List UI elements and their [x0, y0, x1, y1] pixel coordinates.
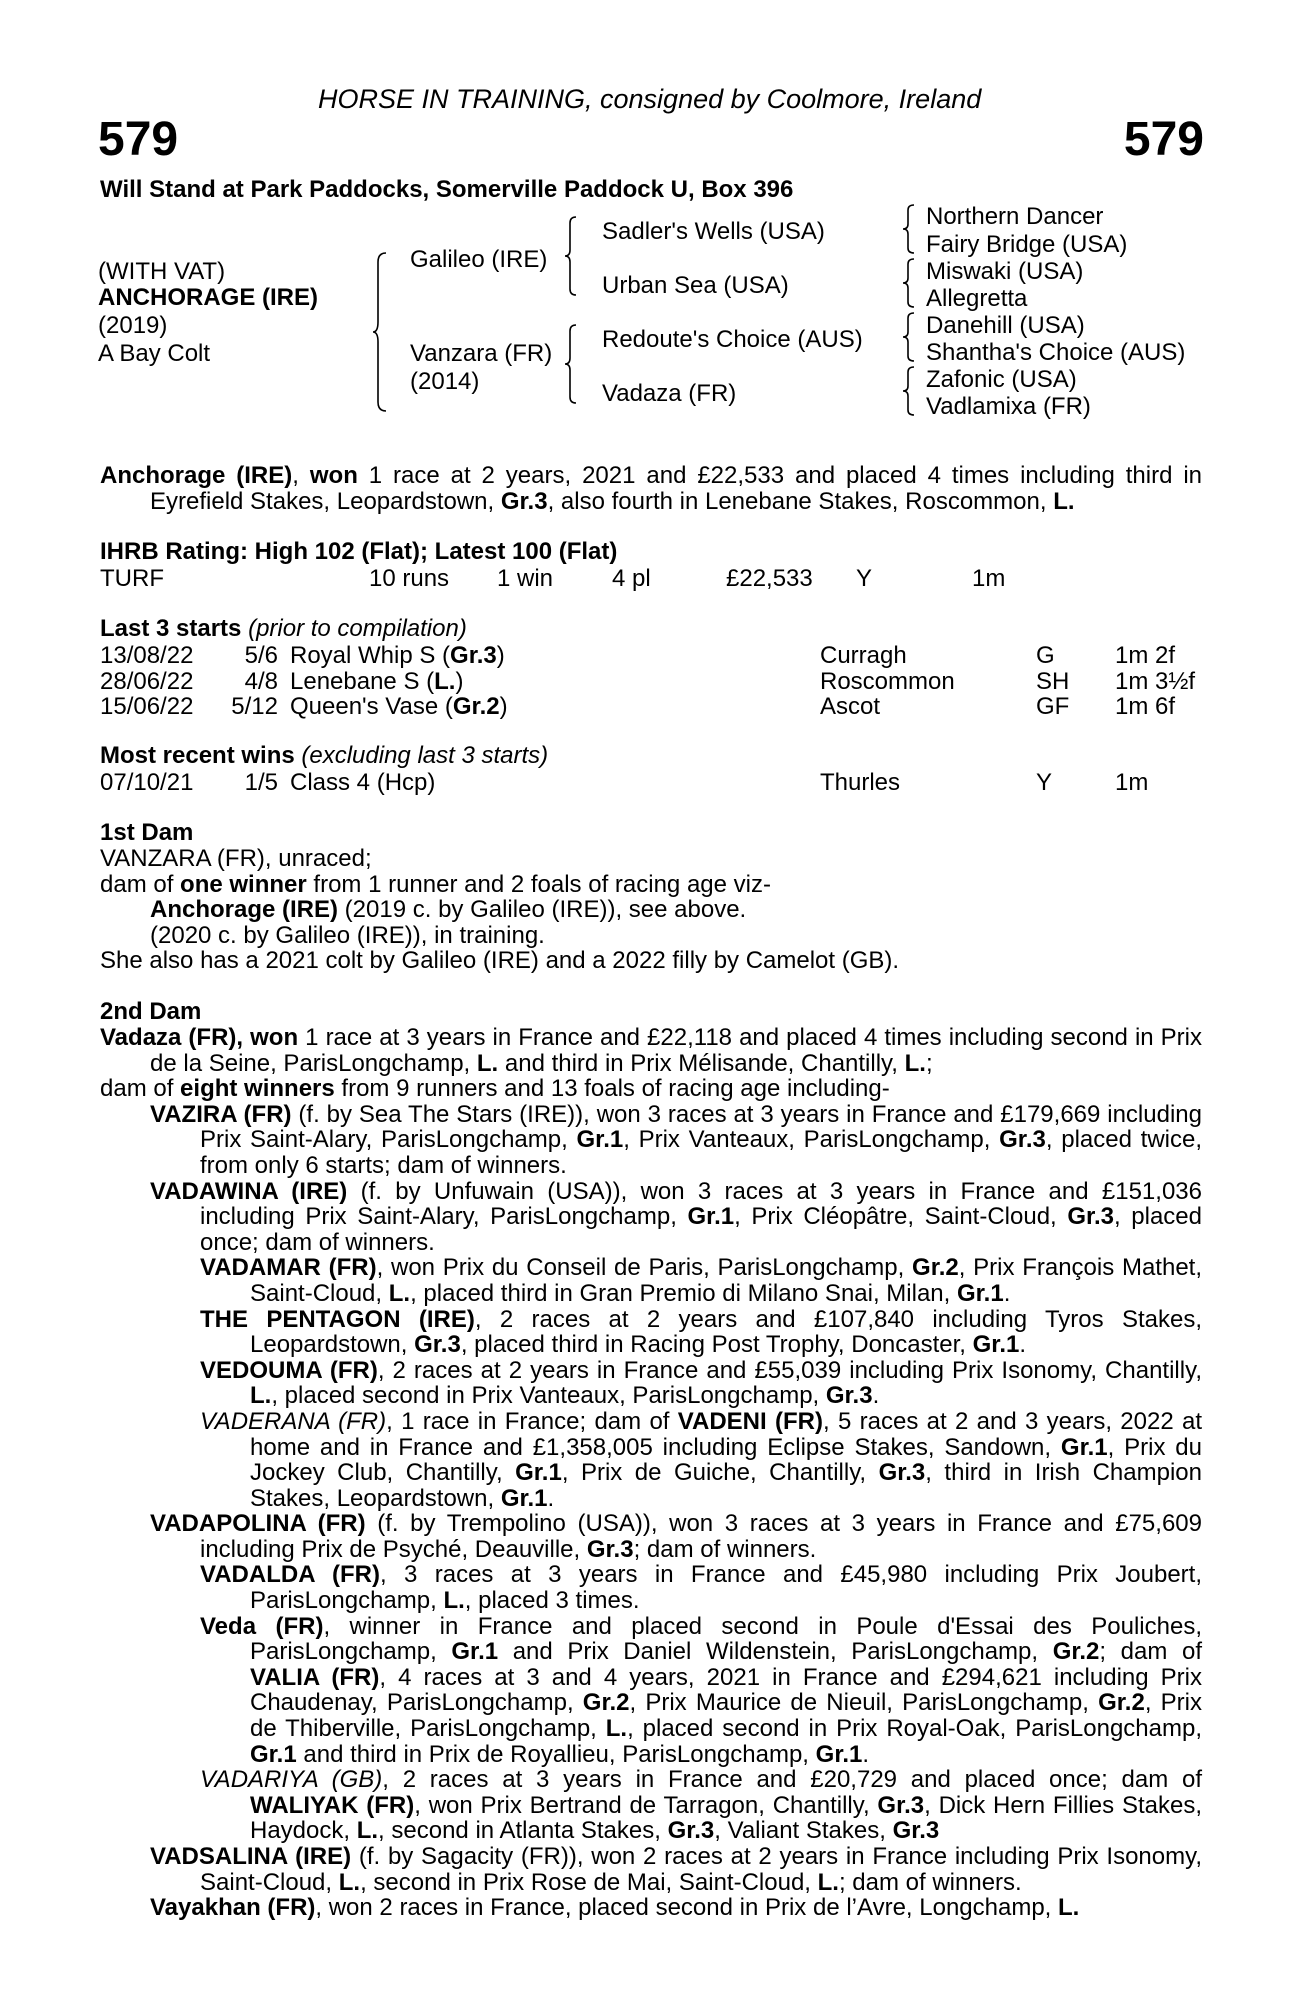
race-position: 1/5	[244, 769, 278, 796]
vadapolina-entry: VADAPOLINA (FR) (f. by Trempolino (USA)), won 3 races at 3 years in France and £75,609 including Prix de Psyché, Deauville, Gr.3; dam of winners.	[150, 1510, 1202, 1563]
pedigree-g5: Danehill (USA)	[926, 312, 1085, 339]
vazira-entry: VAZIRA (FR) (f. by Sea The Stars (IRE)), won 3 races at 3 years in France and £179,669 including Prix Saint-Alary, ParisLongchamp, Gr.1, Prix Vanteaux, ParisLongchamp, Gr.3, placed twice, from only 6 starts; dam of winners.	[150, 1100, 1203, 1179]
rating-heading: IHRB Rating: High 102 (Flat); Latest 100 (Flat)	[100, 538, 618, 565]
race-distance: 1m 3½f	[1115, 667, 1196, 695]
pedigree-brace-g2	[902, 258, 916, 308]
dam1-heading: 1st Dam	[100, 819, 194, 846]
rating-surface: TURF	[100, 565, 164, 592]
pentagon-entry: THE PENTAGON (IRE), 2 races at 2 years and £107,840 including Tyros Stakes, Leopardstown, Gr.3, placed third in Racing Post Trophy, Doncaster, Gr.1.	[200, 1305, 1203, 1359]
pedigree-g3: Miswaki (USA)	[926, 258, 1084, 285]
pedigree-brace-g1	[902, 204, 916, 254]
vadsalina-entry: VADSALINA (IRE) (f. by Sagacity (FR)), won 2 races at 2 years in France including Prix Isonomy, Saint-Cloud, L., second in Prix Rose de Mai, Saint-Cloud, L.; dam of winners.	[150, 1843, 1202, 1896]
race-position: 5/6	[244, 642, 278, 669]
stand-location: Will Stand at Park Paddocks, Somerville Paddock U, Box 396	[100, 176, 794, 203]
pedigree-brace-main	[372, 252, 388, 412]
race-going: G	[1036, 642, 1055, 669]
race-date: 13/08/22	[100, 642, 194, 669]
race-course: Ascot	[820, 693, 881, 721]
pedigree-g8: Vadlamixa (FR)	[926, 393, 1091, 420]
dam1-section: VANZARA (FR), unraced; dam of one winner from 1 runner and 2 foals of racing age viz- Anchorage (IRE) (2019 c. by Galileo (IRE)), see above. (2020 c. by Galileo (IRE)), in training. She also has a 2021 colt by Galileo (IRE) and a 2022 filly by Camelot (GB).	[100, 846, 1202, 974]
pedigree-sire-dam: Urban Sea (USA)	[602, 272, 789, 299]
rating-earnings: £22,533	[726, 565, 813, 592]
dam2-heading: 2nd Dam	[100, 998, 202, 1025]
dam2-section	[100, 1025, 1202, 1921]
vadamar-entry: VADAMAR (FR), won Prix du Conseil de Paris, ParisLongchamp, Gr.2, Prix François Mathet, Saint-Cloud, L., placed third in Gran Premio di Milano Snai, Milan, Gr.1.	[200, 1254, 1202, 1307]
pedigree-g1: Northern Dancer	[926, 203, 1104, 230]
race-course: Curragh	[820, 642, 907, 669]
dam1-name: VANZARA (FR), unraced;	[100, 845, 372, 872]
vadariya-entry: VADARIYA (GB), 2 races at 3 years in France and £20,729 and placed once; dam of WALIYAK (FR), won Prix Bertrand de Tarragon, Chantilly, Gr.3, Dick Hern Fillies Stakes, Haydock, L., second in Atlanta Stakes, Gr.3, Valiant Stakes, Gr.3	[200, 1766, 1202, 1845]
rating-wins: 1 win	[497, 565, 554, 592]
race-position: 4/8	[244, 667, 278, 695]
veda-entry: Veda (FR), winner in France and placed second in Poule d'Essai des Pouliches, ParisLongchamp, Gr.1 and Prix Daniel Wildenstein, ParisLongchamp, Gr.2; dam of VALIA (FR), 4 races at 3 and 4 years, 2021 in France and £294,621 including Prix Chaudenay, ParisLongchamp, Gr.2, Prix Maurice de Nieuil, ParisLongchamp, Gr.2, Prix de Thiberville, ParisLongchamp, L., placed second in Prix Royal-Oak, ParisLongchamp, Gr.1 and third in Prix de Royallieu, ParisLongchamp, Gr.1.	[200, 1612, 1203, 1768]
pedigree-brace-dam	[564, 324, 578, 404]
pedigree-sire: Galileo (IRE)	[410, 246, 548, 273]
summary-won: won	[309, 462, 358, 489]
rating-placed: 4 pl	[612, 565, 651, 592]
race-distance: 1m	[1115, 769, 1149, 796]
rating-going: Y	[856, 565, 873, 592]
vedouma-entry: VEDOUMA (FR), 2 races at 2 years in France and £55,039 including Prix Isonomy, Chantilly, L., placed second in Prix Vanteaux, ParisLongchamp, Gr.3.	[200, 1356, 1202, 1410]
recent-heading: Most recent wins (excluding last 3 starts)	[100, 742, 549, 769]
consignment-header: HORSE IN TRAINING, consigned by Coolmore, Ireland	[318, 84, 982, 114]
dam2-damof: dam of eight winners from 9 runners and 13 foals of racing age including-	[100, 1075, 890, 1103]
horse-name: ANCHORAGE (IRE)	[98, 284, 318, 311]
race-date: 28/06/22	[100, 667, 194, 695]
pedigree-g7: Zafonic (USA)	[926, 366, 1077, 393]
race-name: Class 4 (Hcp)	[290, 769, 436, 796]
race-going: SH	[1036, 667, 1070, 695]
pedigree-g2: Fairy Bridge (USA)	[926, 231, 1128, 258]
race-name: Royal Whip S (Gr.3)	[290, 642, 505, 669]
race-summary: Anchorage (IRE), won 1 race at 2 years, 2021 and £22,533 and placed 4 times including third in Eyrefield Stakes, Leopardstown, Gr.3, also fourth in Lenebane Stakes, Roscommon, L.	[100, 462, 1203, 515]
pedigree-g4: Allegretta	[926, 285, 1028, 312]
race-course: Thurles	[820, 769, 901, 796]
race-distance: 1m 2f	[1115, 642, 1176, 669]
vadawina-entry: VADAWINA (IRE) (f. by Unfuwain (USA)), won 3 races at 3 years in France and £151,036 including Prix Saint-Alary, ParisLongchamp, Gr.1, Prix Cléopâtre, Saint-Cloud, Gr.3, placed once; dam of winners.	[150, 1177, 1202, 1256]
pedigree-g6: Shantha's Choice (AUS)	[926, 339, 1186, 366]
race-name: Lenebane S (L.)	[290, 667, 464, 695]
pedigree-dam: Vanzara (FR)	[410, 340, 553, 367]
race-distance: 1m 6f	[1115, 693, 1176, 721]
rating-distance: 1m	[972, 565, 1006, 592]
pedigree-dam-dam: Vadaza (FR)	[602, 380, 737, 407]
lot-number-right: 579	[1123, 113, 1204, 166]
last3-heading: Last 3 starts (prior to compilation)	[100, 615, 467, 642]
table-row	[100, 693, 1220, 719]
horse-year: (2019)	[98, 312, 168, 339]
vat-note: (WITH VAT)	[98, 258, 226, 285]
vaderana-entry: VADERANA (FR), 1 race in France; dam of VADENI (FR), 5 races at 2 and 3 years, 2022 at home and in France and £1,358,005 including Eclipse Stakes, Sandown, Gr.1, Prix du Jockey Club, Chantilly, Gr.1, Prix de Guiche, Chantilly, Gr.3, third in Irish Champion Stakes, Leopardstown, Gr.1.	[200, 1407, 1203, 1512]
pedigree-sire-sire: Sadler's Wells (USA)	[602, 218, 825, 245]
table-row	[100, 769, 1220, 795]
pedigree-brace-sire	[564, 216, 578, 296]
race-date: 07/10/21	[100, 769, 194, 796]
pedigree-brace-g3	[902, 312, 916, 362]
pedigree-brace-g4	[902, 366, 916, 416]
rating-runs: 10 runs	[369, 565, 450, 592]
vayakhan-entry: Vayakhan (FR), won 2 races in France, placed second in Prix de l’Avre, Longchamp, L.	[150, 1894, 1080, 1922]
horse-description: A Bay Colt	[98, 340, 211, 367]
rating-row	[100, 565, 1220, 591]
table-row	[100, 668, 1220, 694]
race-course: Roscommon	[820, 667, 955, 695]
vadalda-entry: VADALDA (FR), 3 races at 3 years in France and £45,980 including Prix Joubert, ParisLongchamp, L., placed 3 times.	[200, 1561, 1202, 1615]
race-going: GF	[1036, 693, 1070, 721]
vadaza-entry: Vadaza (FR), won 1 race at 3 years in France and £22,118 and placed 4 times including second in Prix de la Seine, ParisLongchamp, L. and third in Prix Mélisande, Chantilly, L.;	[100, 1024, 1203, 1077]
summary-horse-name: Anchorage (IRE)	[100, 462, 293, 489]
pedigree-dam-year: (2014)	[410, 368, 480, 395]
lot-number-left: 579	[98, 113, 179, 166]
race-date: 15/06/22	[100, 693, 194, 721]
race-position: 5/12	[231, 693, 278, 721]
race-going: Y	[1036, 769, 1053, 796]
table-row	[100, 642, 1220, 668]
race-name: Queen's Vase (Gr.2)	[290, 693, 508, 721]
pedigree-dam-sire: Redoute's Choice (AUS)	[602, 326, 863, 353]
